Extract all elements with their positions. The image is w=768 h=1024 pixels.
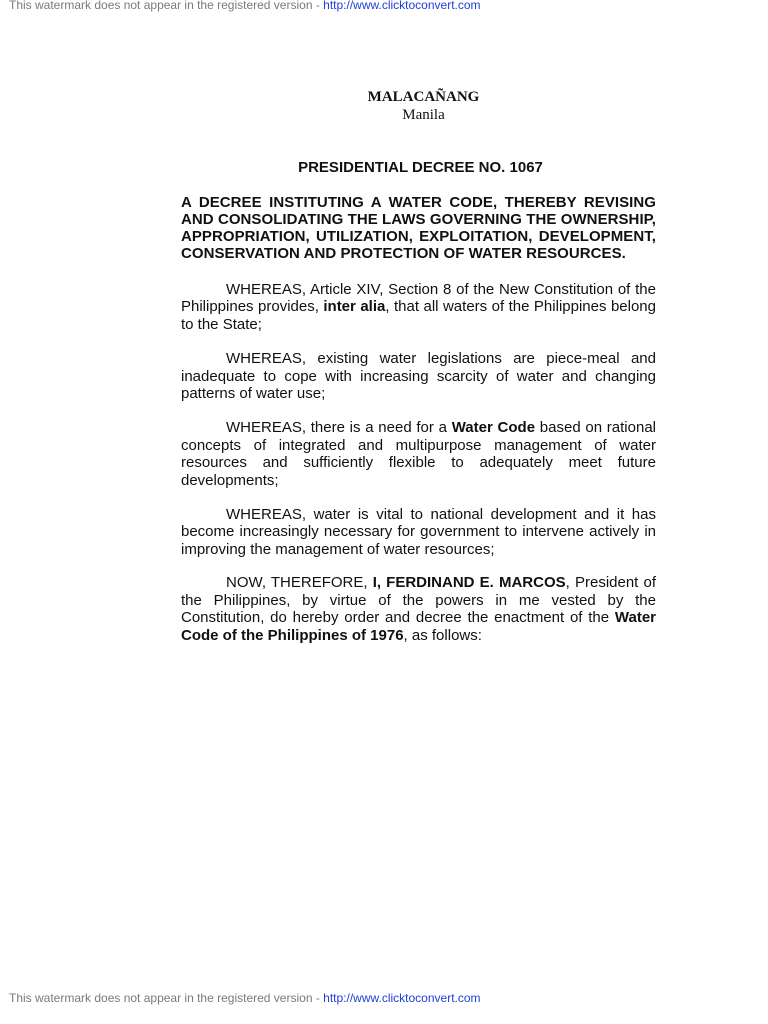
bold-run: Water Code of the Philippines of 1976 — [181, 609, 656, 644]
whereas-paragraph-4: WHEREAS, water is vital to national development and it has become increasingly necessary for government to intervene actively in improving the management of water resources; — [181, 506, 656, 558]
text-run: , President of the Philippines, by virtue of the powers in me vested by the Constitution, do hereby order and decree the enactment of the — [181, 574, 656, 627]
office-city: Manila — [402, 107, 445, 123]
text-run: , as follows: — [403, 626, 482, 644]
watermark-text: This watermark does not appear in the registered version - — [9, 991, 324, 1005]
text-run: NOW, THEREFORE, — [226, 574, 373, 592]
watermark-text: This watermark does not appear in the registered version - — [9, 0, 324, 12]
whereas-paragraph-3 — [181, 419, 656, 489]
letterhead — [191, 88, 656, 124]
watermark-link[interactable]: http://www.clicktoconvert.com — [323, 0, 481, 12]
document-page — [181, 88, 656, 644]
watermark-footer — [9, 991, 481, 1005]
watermark-link[interactable]: http://www.clicktoconvert.com — [323, 991, 481, 1005]
watermark-header — [9, 0, 481, 12]
text-run: WHEREAS, there is a need for a — [226, 419, 452, 437]
enacting-clause — [181, 574, 656, 644]
text-run: WHEREAS, Article XIV, Section 8 of the New Constitution of the Philippines provides, — [181, 281, 656, 316]
office-name: MALACAÑANG — [367, 89, 480, 105]
text-run: based on rational concepts of integrated and multipurpose management of water resources and sufficiently flexible to adequately meet future developments; — [181, 419, 656, 489]
text-run: , that all waters of the Philippines belong to the State; — [181, 298, 656, 333]
bold-run: inter alia — [323, 298, 386, 316]
decree-number: PRESIDENTIAL DECREE NO. 1067 — [298, 159, 543, 176]
whereas-paragraph-1 — [181, 281, 656, 333]
decree-title: A DECREE INSTITUTING A WATER CODE, THEREBY REVISING AND CONSOLIDATING THE LAWS GOVERNING THE OWNERSHIP, APPROPRIATION, UTILIZATION, EXPLOITATION, DEVELOPMENT, CONSERVATION AND PROTECTION OF WATER RESOURCES. — [181, 194, 656, 262]
bold-run: I, FERDINAND E. MARCOS — [372, 574, 566, 592]
bold-run: Water Code — [451, 419, 536, 437]
whereas-paragraph-2: WHEREAS, existing water legislations are piece-meal and inadequate to cope with increasing scarcity of water and changing patterns of water use; — [181, 350, 656, 403]
